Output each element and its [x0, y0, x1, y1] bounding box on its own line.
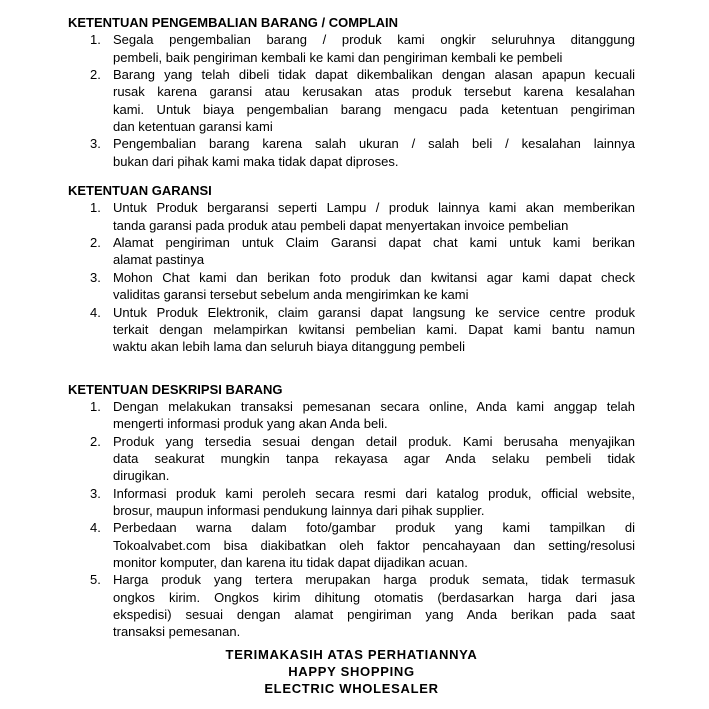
happy-shopping-line: HAPPY SHOPPING: [288, 664, 415, 680]
list-item-number: 3.: [90, 136, 101, 152]
product-description-heading: KETENTUAN DESKRIPSI BARANG: [68, 381, 283, 397]
text-line: Dengan melakukan transaksi pemesanan secara online, Anda kami anggap telah: [113, 398, 635, 414]
list-item-number: 2.: [90, 433, 101, 449]
list-item-number: 4.: [90, 304, 101, 320]
text-line: Pengembalian barang karena salah ukuran / salah beli / kesalahan lainnya: [113, 136, 635, 152]
warranty-list: [68, 199, 635, 355]
text-line: mengerti informasi produk yang akan Anda beli.: [113, 416, 388, 432]
text-line: Tokoalvabet.com bisa diakibatkan oleh faktor pencahayaan dan setting/resolusi: [113, 537, 635, 553]
section-product-description: [68, 381, 635, 641]
store-name-line: ELECTRIC WHOLESALER: [264, 681, 439, 697]
list-item-text: [113, 571, 635, 640]
list-item-text: [113, 269, 635, 304]
list-item-number: 5.: [90, 572, 101, 588]
text-line: Mohon Chat kami dan berikan foto produk dan kwitansi agar kami dapat check: [113, 269, 635, 285]
list-item-text: [113, 31, 635, 66]
list-item-number: 1.: [90, 398, 101, 414]
list-item-text: [113, 135, 635, 170]
list-item: [68, 135, 635, 170]
product-description-list: [68, 398, 635, 641]
list-item-number: 2.: [90, 67, 101, 83]
list-item-number: 2.: [90, 235, 101, 251]
text-line: alamat pastinya: [113, 252, 205, 268]
text-line: rusak karena garansi atau kerusakan atas produk tersebut karena kesalahan: [113, 84, 635, 100]
list-item: [68, 398, 635, 433]
text-line: validitas garansi tersebut sebelum anda mengirimkan ke kami: [113, 287, 469, 303]
text-line: monitor komputer, dan karena itu tidak dapat dijadikan acuan.: [113, 554, 468, 570]
text-line: Untuk Produk bergaransi seperti Lampu / produk lainnya kami akan memberikan: [113, 200, 635, 216]
closing-message: [68, 646, 635, 698]
text-line: Untuk Produk Elektronik, claim garansi dapat langsung ke service centre produk: [113, 304, 635, 320]
list-item-number: 3.: [90, 269, 101, 285]
text-line: terkait dengan melampirkan kwitansi pembelian kami. Dapat kami bantu namun: [113, 321, 635, 337]
list-item-text: [113, 398, 635, 433]
list-item: [68, 571, 635, 640]
section-return-policy: [68, 14, 635, 170]
list-item: [68, 199, 635, 234]
list-item-text: [113, 66, 635, 135]
return-policy-heading: KETENTUAN PENGEMBALIAN BARANG / COMPLAIN: [68, 15, 399, 30]
text-line: dirugikan.: [113, 468, 170, 484]
list-item-text: [113, 433, 635, 485]
text-line: Produk yang tersedia sesuai dengan detail produk. Kami berusaha menyajikan: [113, 433, 635, 449]
text-line: data seakurat mungkin tanpa rekayasa agar Anda selaku pembeli tidak: [113, 450, 635, 466]
list-item: [68, 31, 635, 66]
text-line: kami. Untuk biaya pengembalian barang mengacu pada ketentuan pengiriman: [113, 101, 635, 117]
text-line: bukan dari pihak kami maka tidak dapat diproses.: [113, 153, 399, 169]
list-item-text: [113, 519, 635, 571]
text-line: waktu akan lebih lama dan seluruh biaya ditanggung pembeli: [113, 339, 465, 355]
list-item-number: 3.: [90, 485, 101, 501]
text-line: brosur, maupun informasi pendukung lainnya dari pihak supplier.: [113, 502, 485, 518]
list-item: [68, 485, 635, 520]
text-line: ongkos kirim. Ongkos kirim dihitung otomatis (berdasarkan harga dari jasa: [113, 589, 635, 605]
list-item-number: 1.: [90, 200, 101, 216]
text-line: dan ketentuan garansi kami: [113, 119, 273, 135]
list-item-text: [113, 199, 635, 234]
thank-you-line: TERIMAKASIH ATAS PERHATIANNYA: [225, 646, 478, 662]
warranty-heading: KETENTUAN GARANSI: [68, 183, 212, 199]
text-line: transaksi pemesanan.: [113, 624, 241, 640]
return-policy-list: [68, 31, 635, 170]
text-line: Barang yang telah dibeli tidak dapat dikembalikan dengan alasan apapun kecuali: [113, 67, 635, 83]
section-warranty: [68, 182, 635, 355]
list-item-text: [113, 304, 635, 356]
list-item: [68, 519, 635, 571]
text-line: Alamat pengiriman untuk Claim Garansi dapat chat kami untuk kami berikan: [113, 235, 635, 251]
list-item-number: 1.: [90, 32, 101, 48]
text-line: ekspedisi) sesuai dengan alamat pengiriman yang Anda berikan pada saat: [113, 607, 635, 622]
list-item: [68, 433, 635, 485]
list-item: [68, 66, 635, 135]
list-item: [68, 234, 635, 269]
text-line: tanda garansi pada produk atau pembeli dapat menyertakan invoice pembelian: [113, 217, 569, 233]
list-item-number: 4.: [90, 520, 101, 536]
list-item-text: [113, 485, 635, 520]
list-item-text: [113, 234, 635, 269]
text-line: Informasi produk kami peroleh secara resmi dari katalog produk, official website,: [113, 485, 635, 501]
text-line: pembeli, baik pengiriman kembali ke kami dan pengiriman kembali ke pembeli: [113, 49, 563, 65]
text-line: Perbedaan warna dalam foto/gambar produk yang kami tampilkan di: [113, 520, 635, 536]
text-line: Segala pengembalian barang / produk kami ongkir seluruhnya ditanggung: [113, 32, 635, 48]
list-item: [68, 269, 635, 304]
list-item: [68, 304, 635, 356]
text-line: Harga produk yang tertera merupakan harga produk semata, tidak termasuk: [113, 572, 635, 588]
